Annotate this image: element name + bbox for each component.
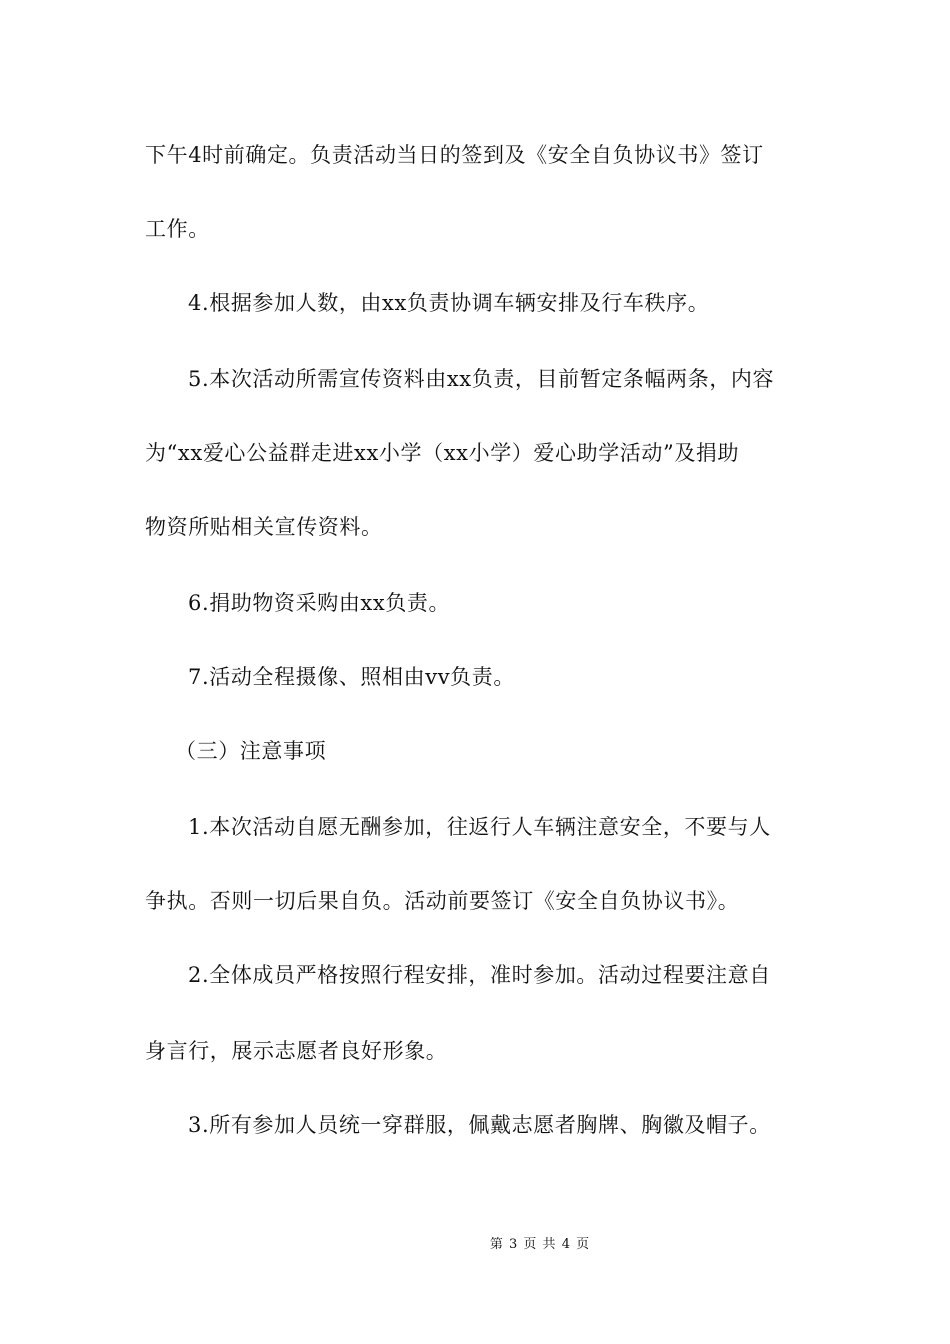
body-line-2: 工作。: [145, 217, 210, 241]
list-item-6: 6.捐助物资采购由xx负责。: [188, 591, 451, 615]
note-item-3: 3.所有参加人员统一穿群服，佩戴志愿者胸牌、胸徽及帽子。: [188, 1113, 771, 1137]
section-heading: （三）注意事项: [175, 739, 327, 763]
note-item-2-cont: 身言行，展示志愿者良好形象。: [145, 1039, 448, 1063]
list-item-5-cont-1: 为“xx爱心公益群走进xx小学（xx小学）爱心助学活动”及捐助: [145, 441, 740, 465]
list-item-5: 5.本次活动所需宣传资料由xx负责，目前暂定条幅两条，内容: [188, 367, 775, 391]
note-item-2: 2.全体成员严格按照行程安排，准时参加。活动过程要注意自: [188, 963, 771, 987]
body-line-1: 下午4时前确定。负责活动当日的签到及《安全自负协议书》签订: [145, 143, 764, 167]
page-number-footer: 第 3 页 共 4 页: [489, 1237, 591, 1252]
list-item-7: 7.活动全程摄像、照相由vv负责。: [188, 665, 515, 689]
list-item-4: 4.根据参加人数，由xx负责协调车辆安排及行车秩序。: [188, 291, 710, 315]
note-item-1-cont: 争执。否则一切后果自负。活动前要签订《安全自负协议书》。: [145, 889, 740, 913]
note-item-1: 1.本次活动自愿无酬参加，往返行人车辆注意安全，不要与人: [188, 815, 771, 839]
list-item-5-cont-2: 物资所贴相关宣传资料。: [145, 515, 383, 539]
